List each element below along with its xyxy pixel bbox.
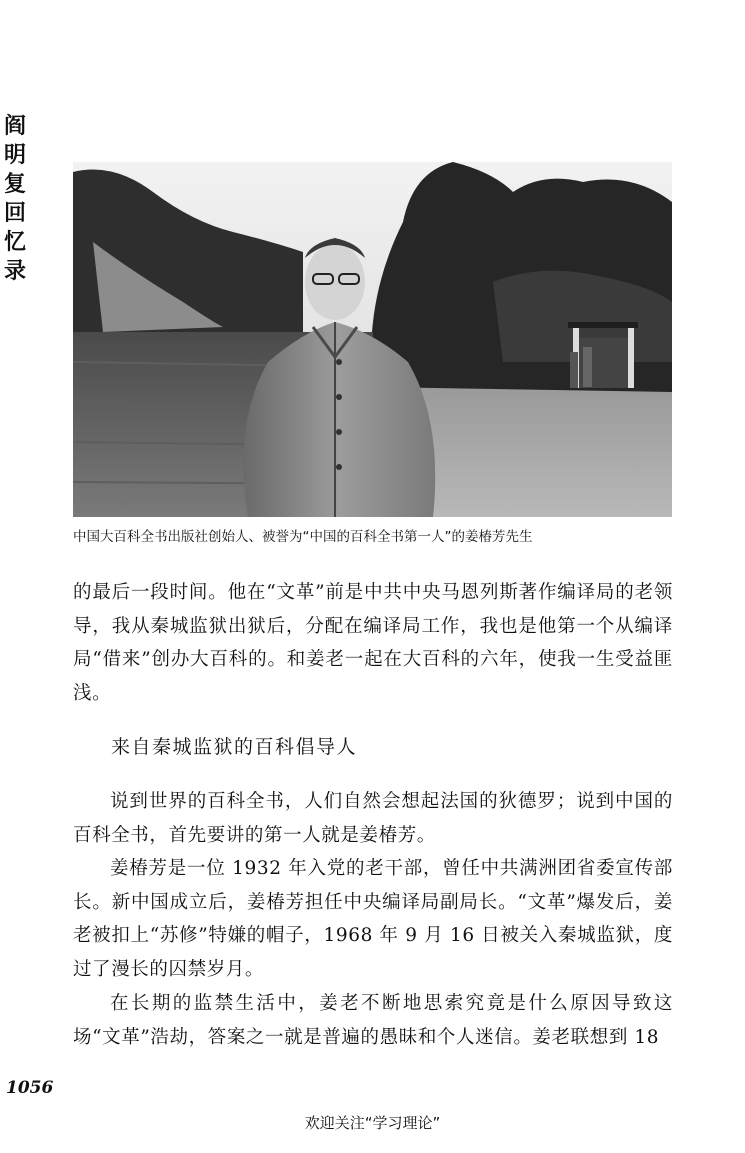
paragraph-reflection: 在长期的监禁生活中，姜老不断地思索究竟是什么原因导致这场“文革”浩劫，答案之一就是普遍的愚昧和个人迷信。姜老联想到 18 [73,993,673,1048]
paragraph-continuation: 的最后一段时间。他在“文革”前是中共中央马恩列斯著作编译局的老领导，我从秦城监狱出狱后，分配在编译局工作，我也是他第一个从编译局“借来”创办大百科的。和姜老一起在大百科的六年，使我一生受益匪浅。 [73,582,673,704]
portrait-photo [73,162,672,517]
paragraph-biography: 姜椿芳是一位 1932 年入党的老干部，曾任中共满洲团省委宣传部长。新中国成立后，姜椿芳担任中央编译局副局长。“文革”爆发后，姜老被扣上“苏修”特嫌的帽子，1968 年 9 月 16 日被关入秦城监狱，度过了漫长的囚禁岁月。 [73,858,673,980]
paragraph-intro: 说到世界的百科全书，人们自然会想起法国的狄德罗；说到中国的百科全书，首先要讲的第一人就是姜椿芳。 [73,791,673,846]
section-heading: 来自秦城监狱的百科倡导人 [111,736,358,758]
watermark-text: 欢迎关注“学习理论” [304,1114,441,1132]
page-number: 1056 [6,1078,54,1098]
photo-caption: 中国大百科全书出版社创始人、被誉为“中国的百科全书第一人”的姜椿芳先生 [73,529,533,545]
running-title: 阎 明 复 回 忆 录 [3,113,26,284]
